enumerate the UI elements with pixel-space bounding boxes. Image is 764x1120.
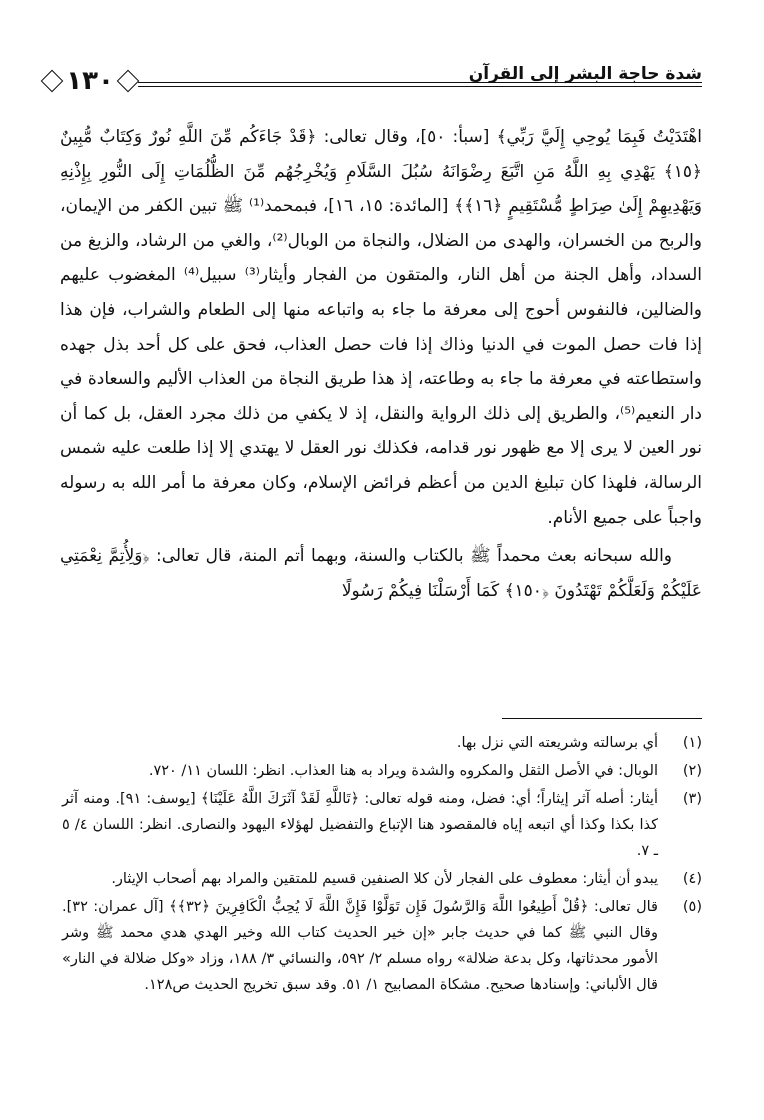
page-header xyxy=(62,58,702,108)
body-paragraph-1: اهْتَدَيْتُ فَبِمَا يُوحِي إِلَيَّ رَبِّي﴾ [سبأ: ٥٠]، وقال تعالى: ﴿قَدْ جَاءَكُم مِّنَ اللَّهِ نُورٌ وَكِتَابٌ مُّبِينٌ ﴿١٥﴾ يَهْدِي بِهِ اللَّهُ مَنِ اتَّبَعَ رِضْوَانَهُ سُبُلَ السَّلَامِ وَيُخْرِجُهُم مِّنَ الظُّلُمَاتِ إِلَى النُّورِ بِإِذْنِهِ وَيَهْدِيهِمْ إِلَىٰ صِرَاطٍ مُّسْتَقِيمٍ ﴿١٦﴾﴾ [المائدة: ١٥، ١٦]، فبمحمد⁽¹⁾ ﷺ تبين الكفر من الإيمان، والربح من الخسران، والهدى من الضلال، والنجاة من الوبال⁽²⁾، والغي من الرشاد، والزيغ من السداد، وأهل الجنة من أهل النار، والمتقون من الفجار وأيثار⁽³⁾ سبيل⁽⁴⁾ المغضوب عليهم والضالين، فالنفوس أحوج إلى معرفة ما جاء به واتباعه منها إلى الطعام والشراب، فإن هذا إذا فات حصل الموت في الدنيا وذاك إذا فات حصل العذاب، فحق على كل أحد بذل جهده واستطاعته في معرفة ما جاء به وطاعته، إذ هذا طريق النجاة من العذاب الأليم والسعادة في دار النعيم⁽⁵⁾، والطريق إلى ذلك الرواية والنقل، إذ لا يكفي من ذلك مجرد العقل، بل كما أن نور العين لا يرى إلا مع ظهور نور قدامه، فكذلك نور العقل لا يهتدي إلا إذا طلعت عليه شمس الرسالة، فلهذا كان تبليغ الدين من أعظم فرائض الإسلام، وكان معرفة ما أمر الله به رسوله واجباً على جميع الأنام. xyxy=(60,127,703,528)
footnote-separator xyxy=(502,718,702,719)
footnote-number: (٣) xyxy=(682,791,702,807)
footnote-text: يبدو أن أيثار: معطوف على الفجار لأن كلا الصنفين قسيم للمتقين والمراد بهم أصحاب الإيثار. xyxy=(111,871,658,887)
page-number: ١٣٠ xyxy=(42,60,138,102)
footnote-text: أيثار: أصله آثر إيثاراً؛ أي: فضل، ومنه قوله تعالى: ﴿تَاللَّهِ لَقَدْ آثَرَكَ اللَّهُ عَلَيْنَا﴾ [يوسف: ٩١]. ومنه آثر كذا بكذا وكذا أي اتبعه إياه فالمقصود هنا الإتباع والتفضيل لهؤلاء اليهود والنصارى. انظر: اللسان ٤/ ٥ ـ ٧. xyxy=(62,791,658,859)
footnote-number: (١) xyxy=(682,735,702,751)
footnote xyxy=(62,894,702,998)
footnote-number: (٥) xyxy=(682,899,702,915)
running-title: شدة حاجة البشر إلى القرآن xyxy=(468,64,702,84)
footnote-number: (٤) xyxy=(682,871,702,887)
footnote xyxy=(62,758,702,784)
footnote-number: (٢) xyxy=(682,763,702,779)
footnote xyxy=(62,786,702,864)
body-paragraph-2: والله سبحانه بعث محمداً ﷺ بالكتاب والسنة، وبهما أتم المنة، قال تعالى: ﴿وَلِأُتِمَّ نِعْمَتِي عَلَيْكُمْ وَلَعَلَّكُمْ تَهْتَدُونَ ﴿١٥٠﴾ كَمَا أَرْسَلْنَا فِيكُمْ رَسُولًا xyxy=(60,546,702,601)
footnote-text: قال تعالى: ﴿قُلْ أَطِيعُوا اللَّهَ وَالرَّسُولَ فَإِن تَوَلَّوْا فَإِنَّ اللَّهَ لَا يُحِبُّ الْكَافِرِينَ ﴿٣٢﴾﴾ [آل عمران: ٣٢]. وقال النبي ﷺ كما في حديث جابر «إن خير الحديث كتاب الله وخير الهدي هدي محمد ﷺ وشر الأمور محدثاتها، وكل بدعة ضلالة» رواه مسلم ٢/ ٥٩٢، والنسائي ٣/ ١٨٨، وزاد «وكل ضلالة في النار» قال الألباني: وإسنادها صحيح. مشكاة المصابيح ١/ ٥١. وقد سبق تخريج الحديث ص١٢٨. xyxy=(62,899,658,993)
footnote-text: أي برسالته وشريعته التي نزل بها. xyxy=(456,735,658,751)
footnote xyxy=(62,866,702,892)
footnotes xyxy=(62,730,702,998)
main-text xyxy=(60,120,702,608)
footnote xyxy=(62,730,702,756)
footnote-text: الوبال: في الأصل الثقل والمكروه والشدة ويراد به هنا العذاب. انظر: اللسان ١١/ ٧٢٠. xyxy=(148,763,658,779)
header-rule-bottom xyxy=(62,86,702,87)
